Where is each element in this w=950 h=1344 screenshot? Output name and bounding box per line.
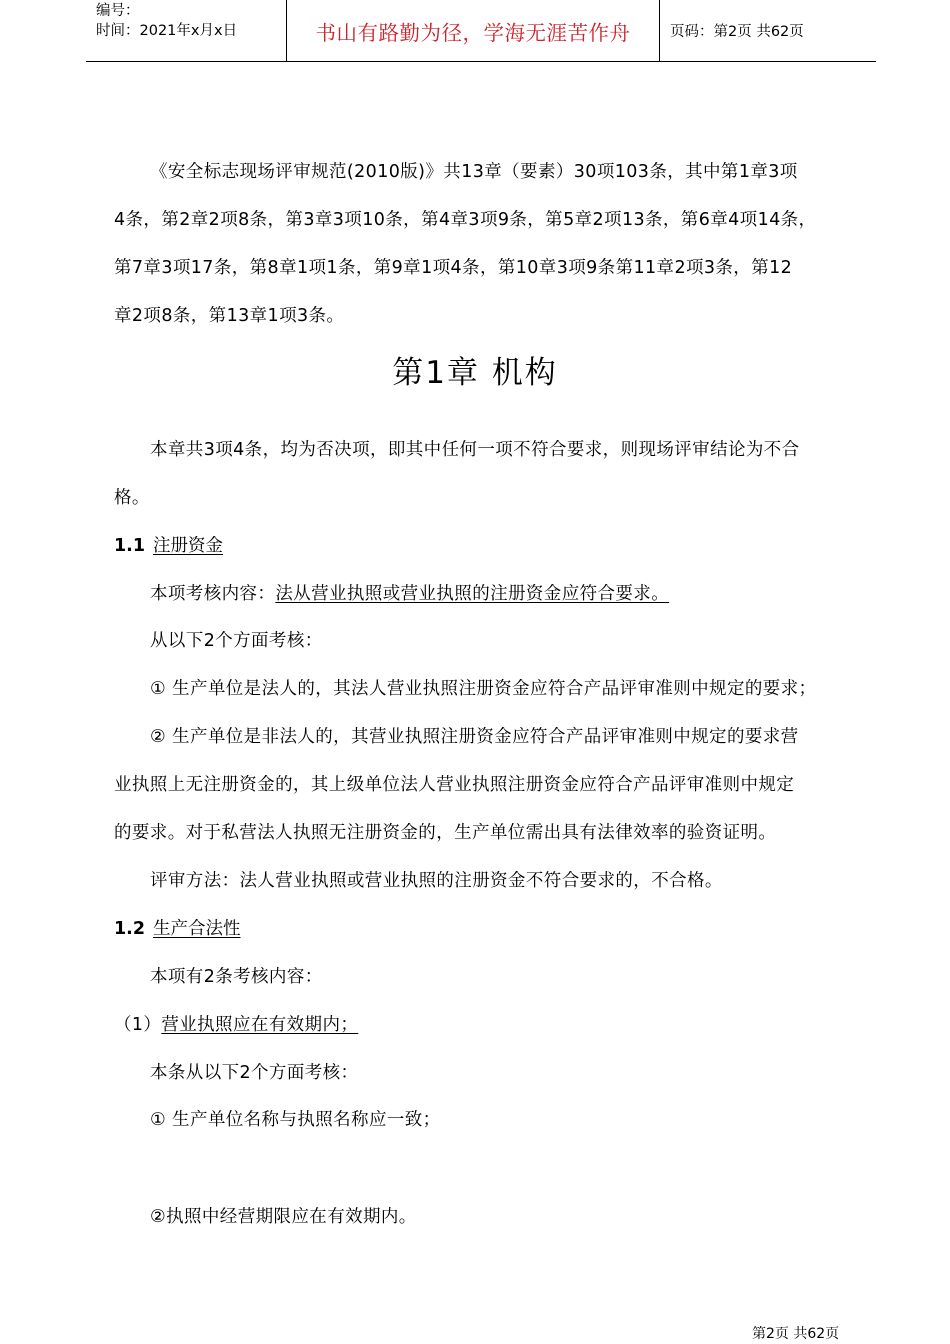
section-number: 1.1 bbox=[114, 536, 146, 556]
review-method: 评审方法：法人营业执照或营业执照的注册资金不符合要求的，不合格。 bbox=[150, 871, 723, 891]
intro-line: 第7章3项17条，第8章1项1条，第9章1项4条，第10章3项9条第11章2项3条，第12 bbox=[114, 258, 793, 278]
content-intro: 本项有2条考核内容： bbox=[150, 967, 323, 987]
header-time-label: 时间：2021年x月x日 bbox=[96, 23, 238, 39]
intro-line: 章2项8条，第13章1项3条。 bbox=[114, 306, 345, 326]
intro-line: 4条，第2章2项8条，第3章3项10条，第4章3项9条，第5章2项13条，第6章4项14条， bbox=[114, 210, 817, 230]
page-footer: 第2页 共62页 bbox=[752, 1326, 840, 1342]
aspect-item: ② 生产单位是非法人的，其营业执照注册资金应符合产品评审准则中规定的要求营 bbox=[150, 727, 799, 747]
clause-prefix: （1） bbox=[114, 1015, 162, 1035]
aspect-item: ②执照中经营期限应在有效期内。 bbox=[150, 1207, 417, 1227]
aspect-item: ① 生产单位是法人的，其法人营业执照注册资金应符合产品评审准则中规定的要求； bbox=[150, 679, 817, 699]
content-value: 法从营业执照或营业执照的注册资金应符合要求。 bbox=[275, 584, 670, 604]
aspect-item: ① 生产单位名称与执照名称应一致； bbox=[150, 1110, 441, 1130]
chapter-title: 第1章 机构 bbox=[392, 355, 558, 391]
chapter-desc-line: 格。 bbox=[114, 488, 150, 508]
header-motto: 书山有路勤为径，学海无涯苦作舟 bbox=[315, 20, 631, 45]
section-heading bbox=[114, 534, 223, 558]
section-heading bbox=[114, 917, 241, 941]
clause-text: 营业执照应在有效期内； bbox=[161, 1015, 359, 1035]
chapter-desc-line: 本章共3项4条，均为否决项，即其中任何一项不符合要求，则现场评审结论为不合 bbox=[150, 440, 800, 460]
header-page-info: 页码：第2页 共62页 bbox=[670, 24, 804, 40]
content-label: 本项考核内容： bbox=[150, 584, 276, 604]
header-meta bbox=[96, 0, 286, 61]
intro-line: 《安全标志现场评审规范(2010版)》共13章（要素）30项103条，其中第1章3项 bbox=[150, 162, 798, 182]
aspect-item-cont: 业执照上无注册资金的，其上级单位法人营业执照注册资金应符合产品评审准则中规定 bbox=[114, 775, 795, 795]
section-title: 生产合法性 bbox=[153, 919, 241, 939]
aspects-intro: 本条从以下2个方面考核： bbox=[150, 1063, 359, 1083]
aspects-intro: 从以下2个方面考核： bbox=[150, 631, 323, 651]
header-divider bbox=[659, 0, 660, 61]
assessment-content bbox=[150, 582, 669, 606]
page-header bbox=[86, 0, 876, 62]
clause bbox=[114, 1013, 358, 1037]
section-title: 注册资金 bbox=[153, 536, 224, 556]
aspect-item-cont: 的要求。对于私营法人执照无注册资金的，生产单位需出具有法律效率的验资证明。 bbox=[114, 823, 777, 843]
section-number: 1.2 bbox=[114, 919, 146, 939]
header-number-label: 编号： bbox=[96, 3, 140, 19]
